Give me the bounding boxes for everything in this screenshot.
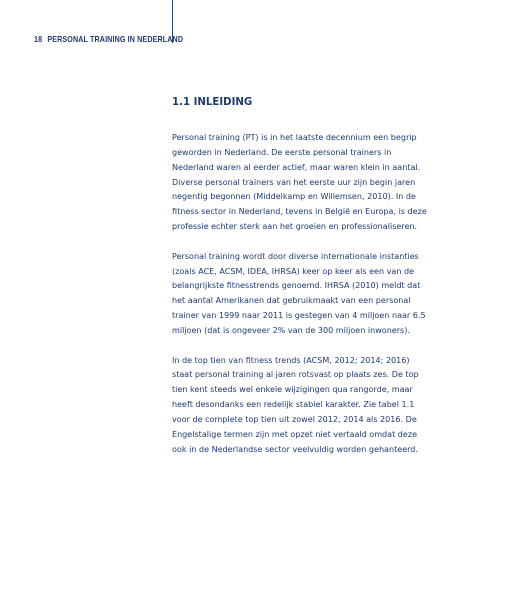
paragraph-line: Personal training wordt door diverse internationale instanties — [172, 251, 419, 261]
paragraph-line: geworden in Nederland. De eerste personal trainers in — [172, 147, 392, 157]
paragraph-line: fitness sector in Nederland, tevens in België en Europa, is deze — [172, 207, 427, 217]
running-title: PERSONAL TRAINING IN NEDERLAND — [47, 34, 184, 44]
paragraph-line: Nederland waren al eerder actief, maar waren klein in aantal. — [172, 162, 421, 172]
running-header — [34, 34, 183, 44]
paragraph-line: het aantal Amerikanen dat gebruikmaakt van een personal — [172, 296, 411, 306]
paragraph-line: negentig begonnen (Middelkamp en Willemsen, 2010). In de — [172, 192, 416, 202]
paragraph-line: Engelstalige termen zijn met opzet niet vertaald omdat deze — [172, 429, 418, 439]
paragraph-line: ook in de Nederlandse sector veelvuldig worden gehanteerd. — [172, 444, 418, 454]
paragraph-line: voor de complete top tien uit zowel 2012, 2014 als 2016. De — [172, 414, 417, 424]
paragraph-1 — [172, 131, 442, 235]
page-number: 18 — [34, 34, 43, 44]
paragraph-line: miljoen (dat is ongeveer 2% van de 300 miljoen inwoners). — [172, 325, 410, 335]
main-content — [172, 96, 442, 472]
paragraph-line: heeft desondanks een redelijk stabiel karakter. Zie tabel 1.1 — [172, 400, 415, 410]
section-heading: 1.1 INLEIDING — [172, 97, 253, 108]
paragraph-line: Personal training (PT) is in het laatste decennium een begrip — [172, 133, 417, 142]
paragraph-2 — [172, 250, 442, 339]
paragraph-line: belangrijkste fitnesstrends genoemd. IHRSA (2010) meldt dat — [172, 281, 421, 291]
paragraph-3 — [172, 354, 442, 458]
paragraph-line: (zoals ACE, ACSM, IDEA, IHRSA) keer op keer als een van de — [172, 266, 415, 276]
paragraph-line: professie echter sterk aan het groeien en professionaliseren. — [172, 222, 418, 232]
paragraph-line: trainer van 1999 naar 2011 is gestegen van 4 miljoen naar 6.5 — [172, 311, 426, 321]
paragraph-line: In de top tien van fitness trends (ACSM, 2012; 2014; 2016) — [172, 355, 410, 365]
paragraph-line: staat personal training al jaren rotsvast op plaats zes. De top — [172, 370, 419, 380]
paragraph-line: tien kent steeds wel enkele wijzigingen qua rangorde, maar — [172, 385, 413, 395]
paragraph-line: Diverse personal trainers van het eerste uur zijn begin jaren — [172, 177, 416, 187]
